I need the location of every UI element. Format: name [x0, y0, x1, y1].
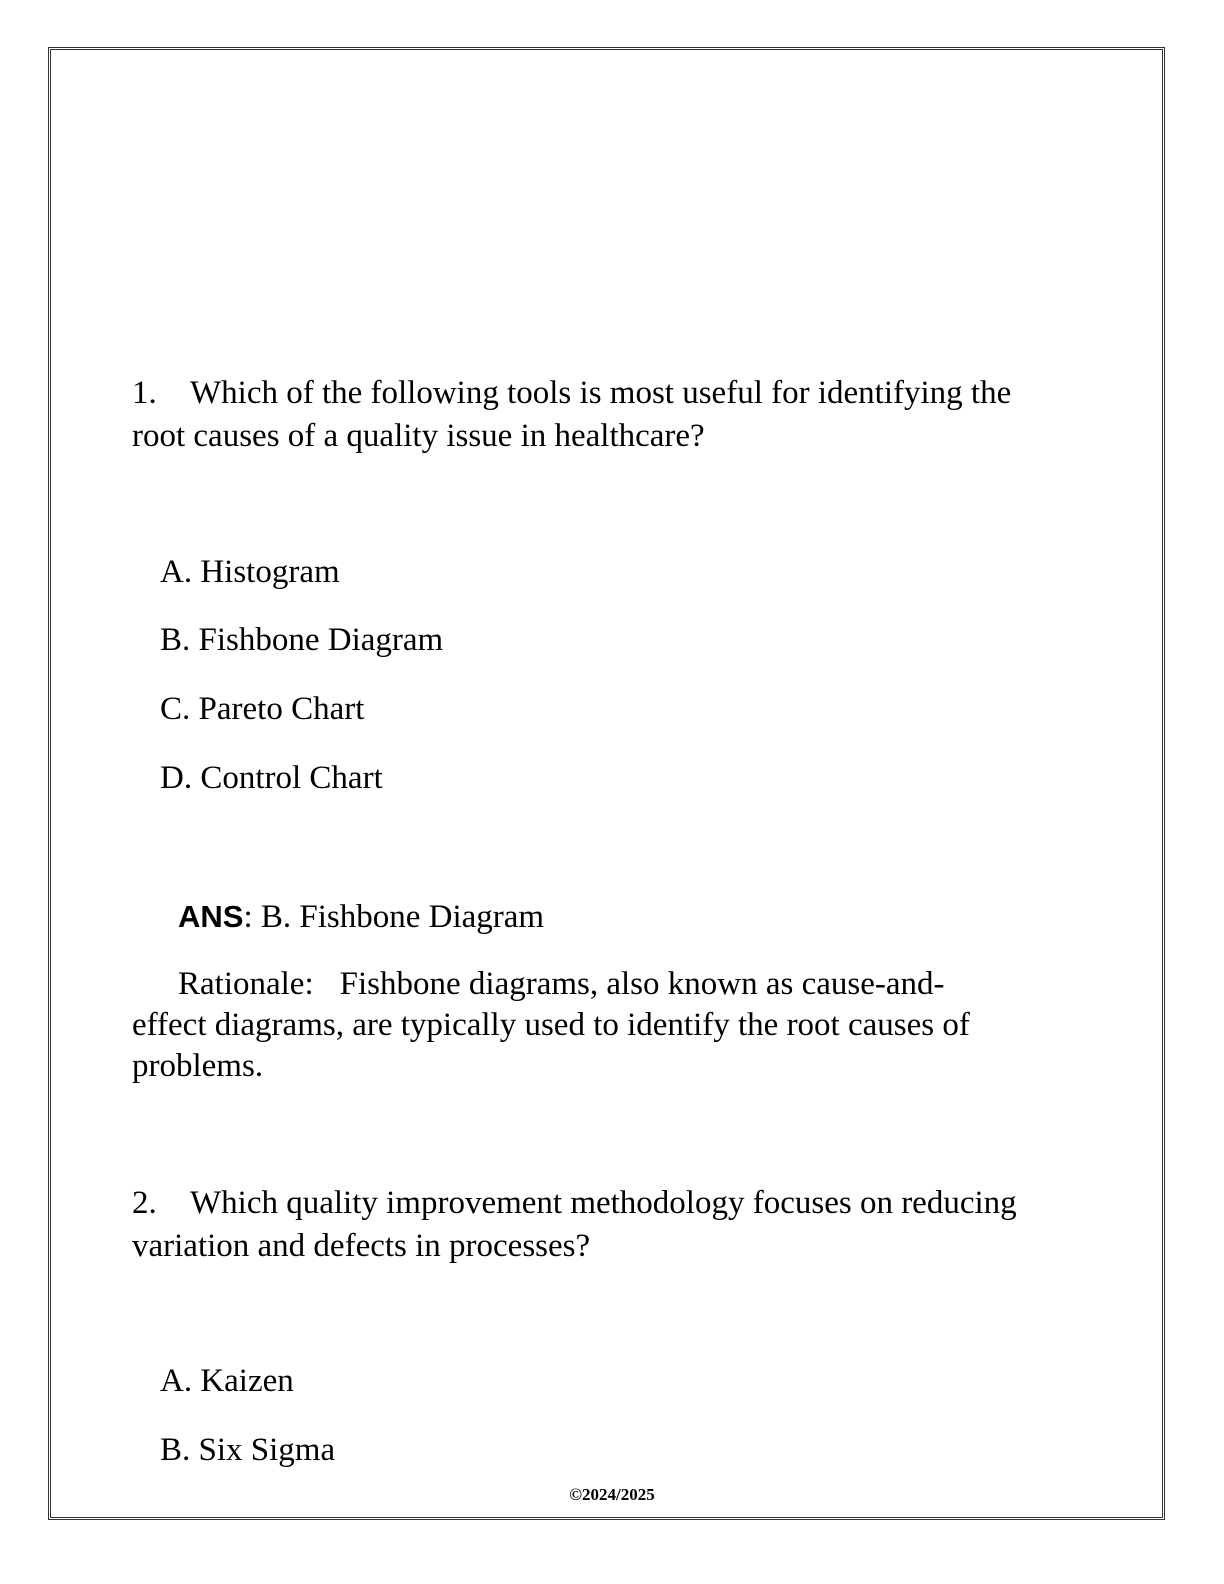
question-1-answer — [178, 895, 544, 939]
answer-text: : B. Fishbone Diagram — [243, 899, 545, 935]
question-1-text-line-2: root causes of a quality issue in healthcare? — [132, 418, 705, 454]
question-1-option-a: A. Histogram — [160, 554, 340, 590]
question-2-option-a: A. Kaizen — [160, 1363, 294, 1399]
question-1-number: 1. — [132, 375, 157, 411]
question-1-option-d: D. Control Chart — [160, 760, 383, 796]
question-1-line-1 — [132, 372, 1011, 415]
question-2-text-line-2: variation and defects in processes? — [132, 1228, 591, 1264]
answer-label: ANS — [178, 899, 244, 934]
question-2-line-1 — [132, 1182, 1017, 1225]
rationale-text-line-2: effect diagrams, are typically used to identify the root causes of — [132, 1007, 970, 1043]
rationale-line-1 — [132, 963, 945, 1006]
rationale-text-line-1: Fishbone diagrams, also known as cause-and- — [339, 966, 945, 1002]
copyright-footer: ©2024/2025 — [569, 1485, 655, 1504]
question-1-option-c: C. Pareto Chart — [160, 691, 365, 727]
question-2-text-line-1: Which quality improvement methodology focuses on reducing — [190, 1185, 1017, 1221]
rationale-label: Rationale: — [178, 966, 314, 1002]
question-1-option-b: B. Fishbone Diagram — [160, 622, 444, 658]
rationale-text-line-3: problems. — [132, 1048, 264, 1084]
question-2-option-b: B. Six Sigma — [160, 1432, 336, 1468]
question-2-number: 2. — [132, 1185, 157, 1221]
question-1-text-line-1: Which of the following tools is most useful for identifying the — [190, 375, 1012, 411]
